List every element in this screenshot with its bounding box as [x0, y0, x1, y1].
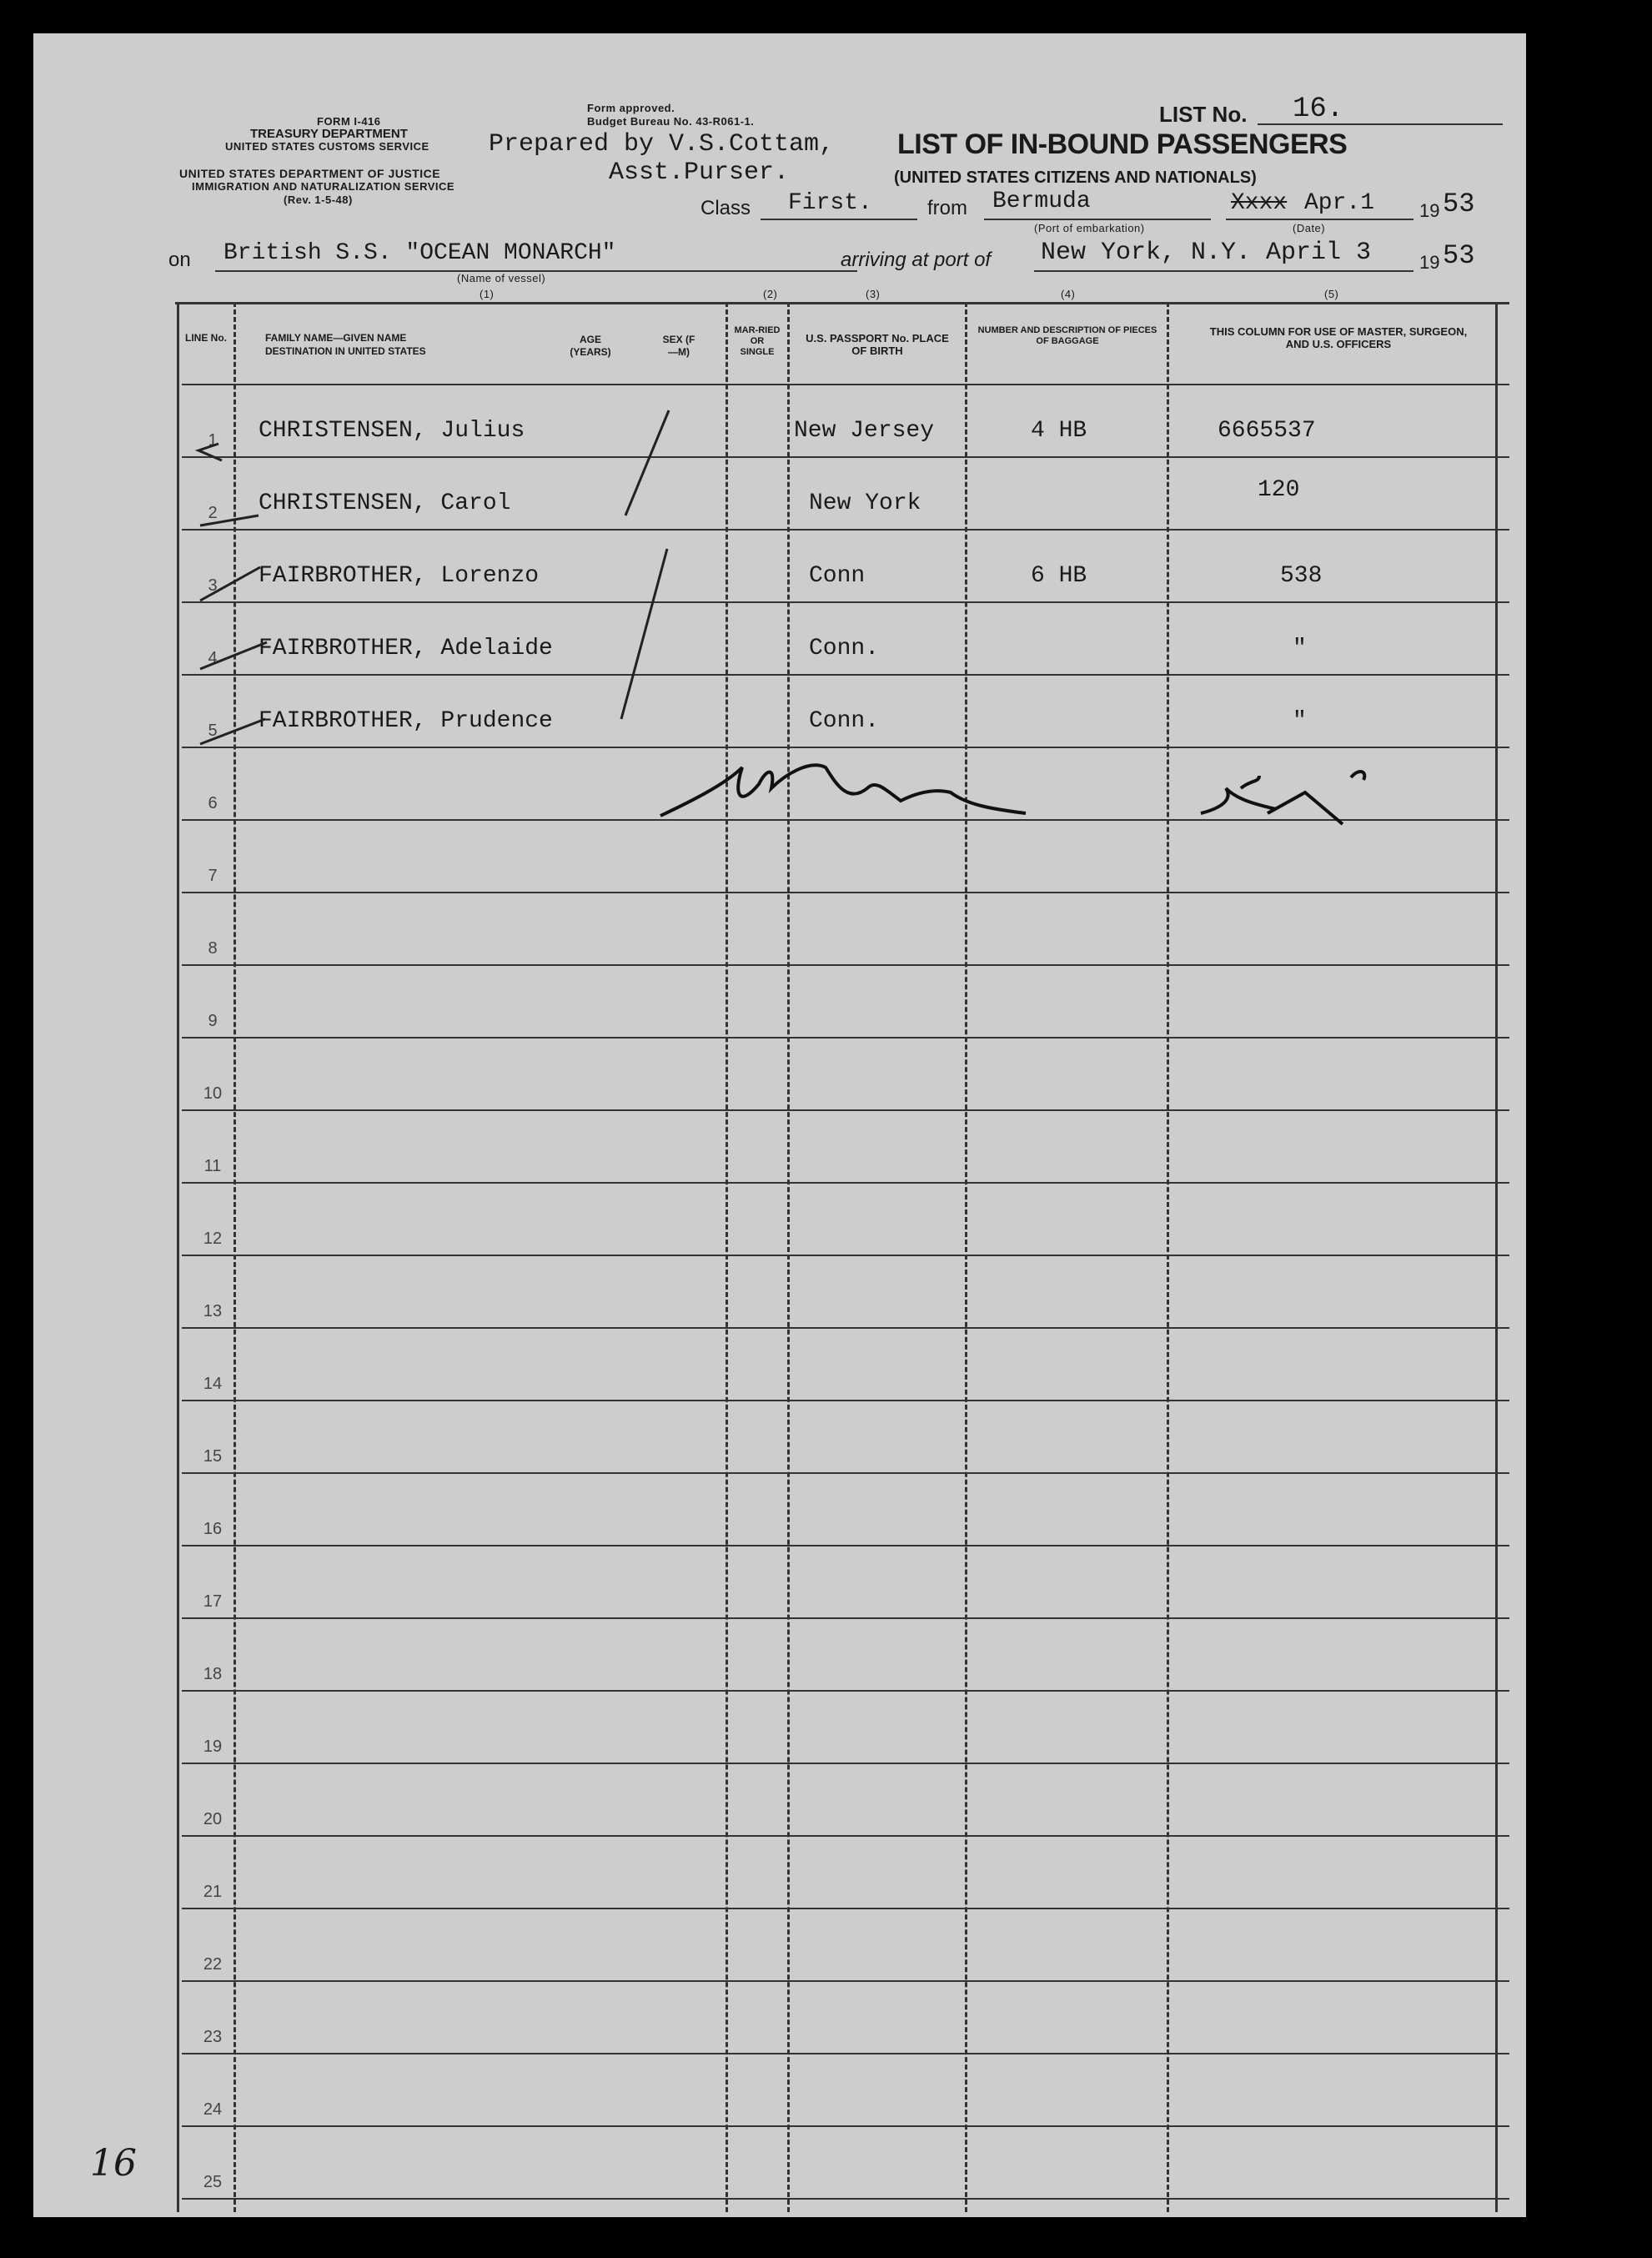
officer-note: "	[1293, 636, 1307, 661]
col-header-baggage: NUMBER AND DESCRIPTION OF PIECES OF BAGGAGE	[977, 325, 1157, 346]
annotations-layer	[33, 33, 1526, 2217]
line-number: 1	[208, 431, 218, 450]
check-stroke	[621, 549, 667, 719]
check-marks	[198, 410, 669, 744]
vessel-caption: (Name of vessel)	[457, 272, 546, 284]
birth-place: New York	[809, 490, 921, 516]
passenger-name: FAIRBROTHER, Lorenzo	[259, 563, 540, 589]
arriving-label: arriving at port of	[841, 249, 992, 271]
list-number: 16.	[1293, 93, 1344, 125]
line-number: 3	[208, 576, 218, 595]
col-header-line: LINE No.	[185, 332, 227, 344]
form-number: FORM I-416	[317, 115, 381, 128]
on-label: on	[168, 249, 191, 271]
customs-service: UNITED STATES CUSTOMS SERVICE	[225, 140, 429, 153]
passenger-name: FAIRBROTHER, Prudence	[259, 708, 553, 734]
line-number: 12	[203, 1230, 223, 1248]
line-number: 5	[208, 722, 218, 740]
baggage-count: 4 HB	[1031, 418, 1087, 444]
line-number: 6	[208, 794, 218, 812]
col-number: (1)	[480, 288, 495, 300]
arrival-year-prefix: 19	[1419, 252, 1440, 273]
line-number: 13	[203, 1302, 223, 1320]
check-stroke	[625, 410, 669, 515]
revision: (Rev. 1-5-48)	[284, 194, 353, 206]
line-number: 7	[208, 867, 218, 885]
date-year-prefix: 19	[1419, 200, 1440, 221]
vessel-name: British S.S. "OCEAN MONARCH"	[223, 240, 616, 266]
from-label: from	[927, 197, 967, 219]
col-header-sex: SEX (F—M)	[662, 334, 695, 358]
col-number: (3)	[866, 288, 881, 300]
line-number: 8	[208, 939, 218, 958]
col-header-passport: U.S. PASSPORT No. PLACE OF BIRTH	[806, 332, 949, 357]
document-title: LIST OF IN-BOUND PASSENGERS	[897, 128, 1348, 160]
line-number: 23	[203, 2028, 223, 2046]
col-header-name: FAMILY NAME—GIVEN NAME	[265, 332, 407, 344]
line-tick	[200, 642, 267, 669]
embark-date: Apr.1	[1304, 190, 1375, 216]
ins-service: IMMIGRATION AND NATURALIZATION SERVICE	[192, 180, 455, 193]
line-number: 21	[203, 1883, 223, 1901]
officer-note: 120	[1258, 477, 1300, 503]
line-tick	[200, 515, 259, 526]
line-number: 9	[208, 1012, 218, 1030]
arrival-port-date: New York, N.Y. April 3	[1041, 239, 1372, 267]
treasury-dept: TREASURY DEPARTMENT	[250, 127, 408, 141]
arrival-year: 53	[1443, 240, 1475, 271]
budget-bureau: Budget Bureau No. 43-R061-1.	[587, 115, 755, 128]
birth-place: Conn	[809, 563, 866, 589]
form-approved: Form approved.	[587, 102, 675, 114]
col-header-destination: DESTINATION IN UNITED STATES	[265, 345, 426, 357]
line-number: 15	[203, 1447, 223, 1466]
line-number: 18	[203, 1665, 223, 1683]
officer-note: 6665537	[1218, 418, 1316, 444]
passenger-name: CHRISTENSEN, Julius	[259, 418, 525, 444]
line-number: 4	[208, 649, 218, 667]
line-number: 25	[203, 2173, 223, 2191]
col-number: (5)	[1324, 288, 1339, 300]
birth-place: Conn.	[809, 636, 880, 661]
line-number: 22	[203, 1955, 223, 1974]
line-number: 20	[203, 1810, 223, 1828]
date-year: 53	[1443, 189, 1475, 219]
line-tick	[200, 719, 265, 744]
passenger-name: FAIRBROTHER, Adelaide	[259, 636, 553, 661]
line-number: 19	[203, 1738, 223, 1756]
line-number: 16	[203, 1520, 223, 1538]
col-number: (4)	[1061, 288, 1076, 300]
prepared-by: Prepared by V.S.Cottam,	[489, 130, 835, 158]
baggage-count: 6 HB	[1031, 563, 1087, 589]
document-subtitle: (UNITED STATES CITIZENS AND NATIONALS)	[894, 168, 1257, 187]
col-header-married: MAR-RIED OR SINGLE	[734, 325, 781, 357]
officer-note: 538	[1280, 563, 1323, 589]
marginal-note: 16	[90, 2142, 137, 2185]
col-number: (2)	[763, 288, 778, 300]
line-tick	[198, 444, 222, 460]
birth-place: Conn.	[809, 708, 880, 734]
date-caption: (Date)	[1293, 222, 1326, 234]
struck-month: Xxxx	[1231, 190, 1288, 216]
prepared-title: Asst.Purser.	[609, 158, 790, 187]
justice-dept: UNITED STATES DEPARTMENT OF JUSTICE	[179, 167, 441, 180]
col-header-officers: THIS COLUMN FOR USE OF MASTER, SURGEON, AND U.S. OFFICERS	[1209, 325, 1468, 350]
line-tick	[200, 567, 260, 601]
line-number: 24	[203, 2100, 223, 2119]
port-caption: (Port of embarkation)	[1034, 222, 1145, 234]
line-number: 10	[203, 1084, 223, 1103]
officer-note: "	[1293, 708, 1307, 734]
class-value: First.	[788, 190, 872, 216]
list-no-label: LIST No.	[1159, 102, 1248, 127]
officer-signature	[660, 765, 1364, 824]
birth-place: New Jersey	[794, 418, 935, 444]
form-sheet	[33, 33, 1526, 2217]
line-number: 2	[208, 504, 218, 522]
passenger-name: CHRISTENSEN, Carol	[259, 490, 511, 516]
col-header-age: AGE (YEARS)	[570, 334, 611, 358]
line-number: 14	[203, 1375, 223, 1393]
line-number: 11	[203, 1157, 222, 1175]
embarkation-port: Bermuda	[992, 189, 1091, 214]
line-number: 17	[203, 1592, 223, 1611]
class-label: Class	[700, 197, 751, 219]
